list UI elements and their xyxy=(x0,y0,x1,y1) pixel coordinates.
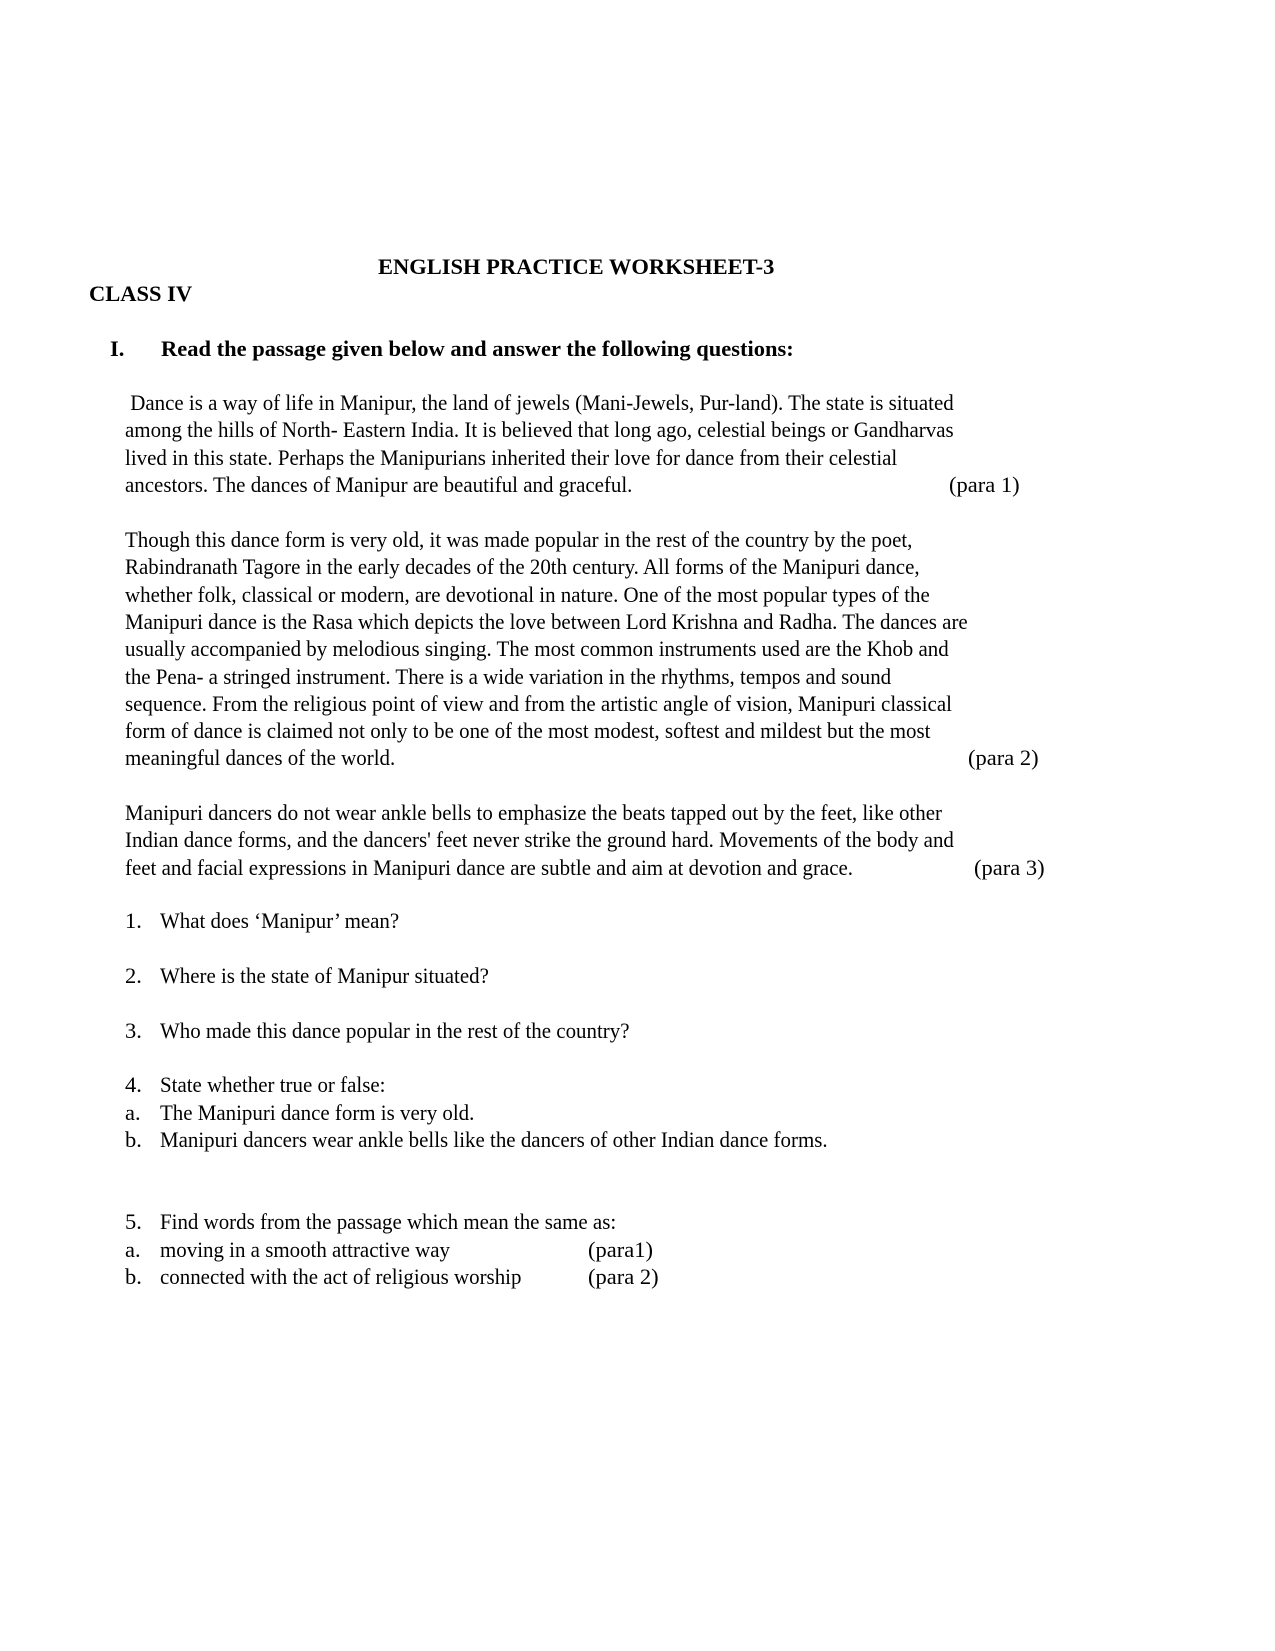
passage-line: among the hills of North- Eastern India. It is believed that long ago, celestial beings or Gandharvas xyxy=(125,417,954,443)
question-number: 5. xyxy=(125,1209,142,1234)
passage-line: whether folk, classical or modern, are devotional in nature. One of the most popular types of the xyxy=(125,581,930,607)
section-number: I. xyxy=(110,336,125,361)
passage-line: feet and facial expressions in Manipuri dance are subtle and aim at devotion and grace. xyxy=(125,854,854,880)
question-text: Where is the state of Manipur situated? xyxy=(160,963,489,988)
class-label: CLASS IV xyxy=(89,281,193,306)
passage-line: Though this dance form is very old, it was made popular in the rest of the country by the poet, xyxy=(125,527,913,552)
para-tag: (para1) xyxy=(588,1236,653,1262)
question-number: 2. xyxy=(125,963,142,988)
passage-line: Dance is a way of life in Manipur, the land of jewels (Mani-Jewels, Pur-land). The state is situated xyxy=(125,390,954,415)
question-number: 3. xyxy=(125,1018,142,1043)
passage-line: ancestors. The dances of Manipur are beautiful and graceful. xyxy=(125,471,633,497)
sub-question-text: Manipuri dancers wear ankle bells like the dancers of other Indian dance forms. xyxy=(160,1127,828,1152)
passage-line: meaningful dances of the world. xyxy=(125,745,396,771)
passage-line: usually accompanied by melodious singing. The most common instruments used are the Khob and xyxy=(125,636,949,662)
passage-line: Indian dance forms, and the dancers' feet never strike the ground hard. Movements of the body and xyxy=(125,827,954,853)
question-text: What does ‘Manipur’ mean? xyxy=(160,908,400,933)
sub-question-label: b. xyxy=(125,1264,142,1289)
passage-line: the Pena- a stringed instrument. There is a wide variation in the rhythms, tempos and sound xyxy=(125,663,892,689)
passage-line: Rabindranath Tagore in the early decades of the 20th century. All forms of the Manipuri dance, xyxy=(125,554,920,580)
question-text: Find words from the passage which mean the same as: xyxy=(160,1209,617,1234)
para-tag: (para 2) xyxy=(588,1264,659,1289)
passage-line: Manipuri dance is the Rasa which depicts the love between Lord Krishna and Radha. The dances are xyxy=(125,608,968,634)
passage-line: sequence. From the religious point of view and from the artistic angle of vision, Manipuri classical xyxy=(125,690,952,716)
question-text: State whether true or false: xyxy=(160,1072,386,1097)
passage-line: Manipuri dancers do not wear ankle bells to emphasize the beats tapped out by the feet, like other xyxy=(125,800,942,825)
sub-question-text: connected with the act of religious worship xyxy=(160,1264,522,1289)
worksheet-title: ENGLISH PRACTICE WORKSHEET-3 xyxy=(378,254,775,279)
passage-line: lived in this state. Perhaps the Manipurians inherited their love for dance from their celestial xyxy=(125,444,898,470)
sub-question-text: The Manipuri dance form is very old. xyxy=(160,1099,475,1125)
sub-question-label: b. xyxy=(125,1127,142,1152)
para-tag: (para 1) xyxy=(949,471,1020,497)
section-instruction: Read the passage given below and answer the following questions: xyxy=(161,336,794,361)
sub-question-text: moving in a smooth attractive way xyxy=(160,1236,450,1262)
para-tag: (para 2) xyxy=(968,745,1039,771)
question-text: Who made this dance popular in the rest of the country? xyxy=(160,1018,630,1043)
sub-question-label: a. xyxy=(125,1236,141,1262)
question-number: 4. xyxy=(125,1072,142,1097)
question-number: 1. xyxy=(125,908,142,933)
sub-question-label: a. xyxy=(125,1099,141,1125)
para-tag: (para 3) xyxy=(974,854,1045,880)
passage-line: form of dance is claimed not only to be one of the most modest, softest and mildest but the most xyxy=(125,718,931,744)
